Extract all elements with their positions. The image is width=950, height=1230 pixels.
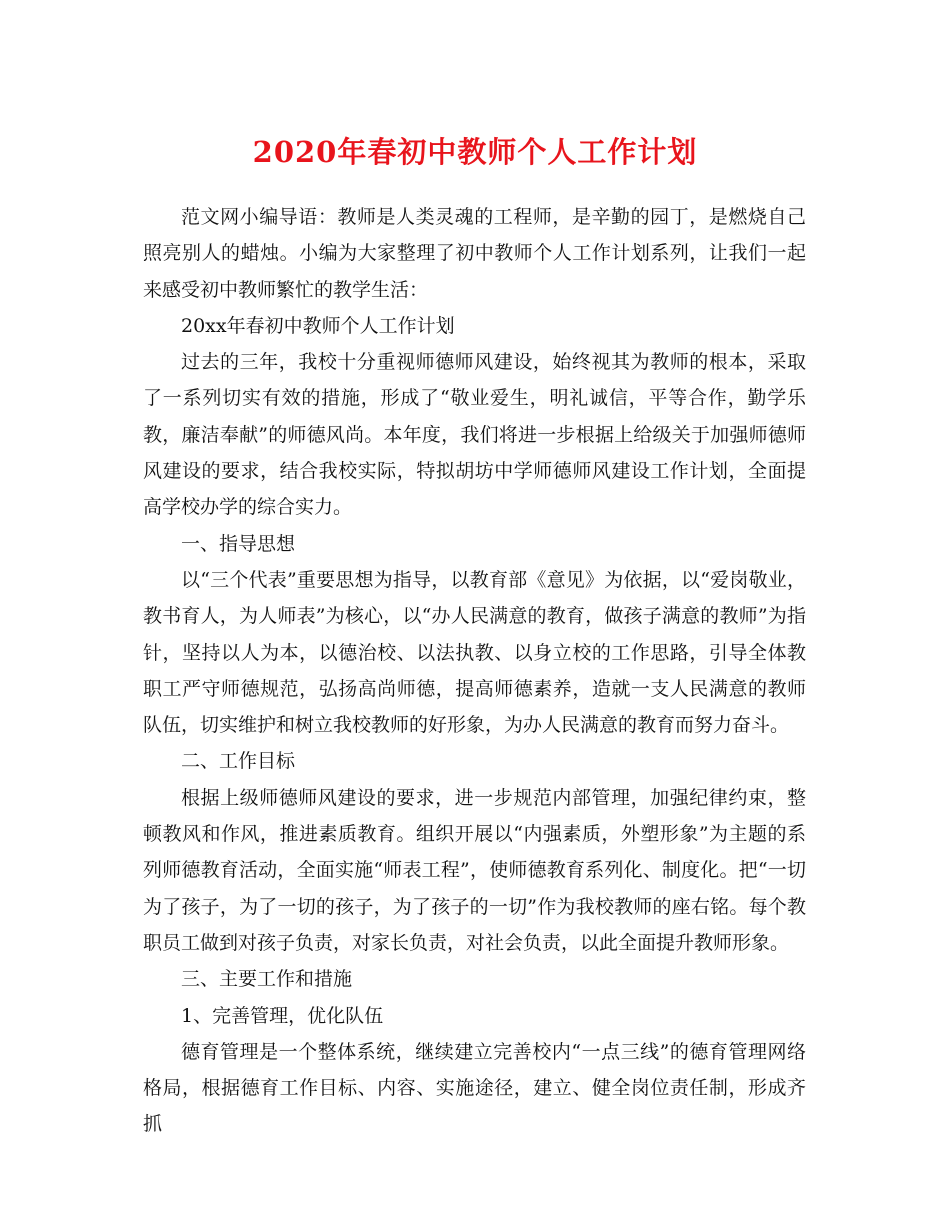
document-body [143,199,806,1143]
paragraph-background: 过去的三年，我校十分重视师德师风建设，始终视其为教师的根本，采取了一系列切实有效的措施，形成了“敬业爱生，明礼诚信，平等合作，勤学乐教，廉洁奉献”的师德风尚。本年度，我们将进一步根据上给级关于加强师德师风建设的要求，结合我校实际，特拟胡坊中学师德师风建设工作计划，全面提高学校办学的综合实力。 [143,351,806,519]
paragraph-subtitle: 20xx年春初中教师个人工作计划 [181,314,455,337]
section-heading-main-work: 三、主要工作和措施 [181,968,353,991]
paragraph-management: 德育管理是一个整体系统，继续建立完善校内“一点三线”的德育管理网络格局，根据德育工作目标、内容、实施途径，建立、健全岗位责任制，形成齐抓 [143,1040,806,1136]
paragraph-work-goals: 根据上级师德师风建设的要求，进一步规范内部管理，加强纪律约束，整顿教风和作风，推进素质教育。组织开展以“内强素质，外塑形象”为主题的系列师德教育活动，全面实施“师表工程”，使师德教育系列化、制度化。把“一切为了孩子，为了一切的孩子，为了孩子的一切”作为我校教师的座右铭。每个教职员工做到对孩子负责，对家长负责，对社会负责，以此全面提升教师形象。 [143,786,806,954]
section-heading-work-goals: 二、工作目标 [181,750,296,773]
paragraph-intro: 范文网小编导语：教师是人类灵魂的工程师，是辛勤的园丁，是燃烧自己照亮别人的蜡烛。小编为大家整理了初中教师个人工作计划系列，让我们一起来感受初中教师繁忙的教学生活： [143,206,806,301]
document-title: 2020年春初中教师个人工作计划 [252,135,698,169]
section-heading-guiding-ideology: 一、指导思想 [181,532,296,555]
paragraph-guiding-ideology: 以“三个代表”重要思想为指导，以教育部《意见》为依据，以“爱岗敬业，教书育人，为人师表”为核心，以“办人民满意的教育，做孩子满意的教师”为指针，坚持以人为本，以德治校、以法执教、以身立校的工作思路，引导全体教职工严守师德规范，弘扬高尚师德，提高师德素养，造就一支人民满意的教师队伍，切实维护和树立我校教师的好形象，为办人民满意的教育而努力奋斗。 [143,568,806,737]
subsection-heading-management: 1、完善管理，优化队伍 [181,1004,384,1027]
